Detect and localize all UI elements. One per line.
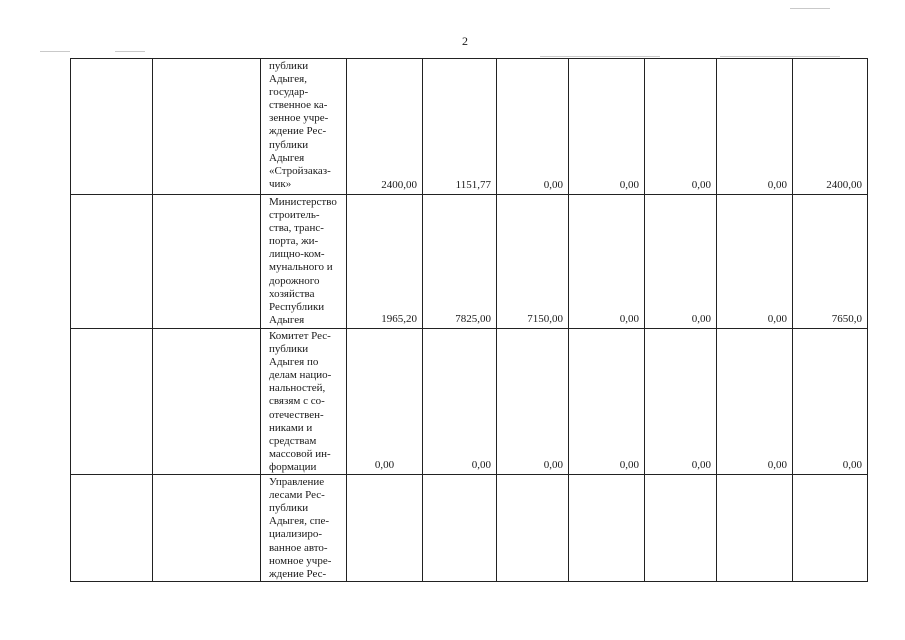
scan-artifact [40,51,70,52]
value-cell [717,475,793,582]
organization-name-line: номное учре- [269,554,332,567]
value-cell: 0,00 [717,59,793,195]
scan-artifact [540,56,660,57]
value-cell: 0,00 [569,59,645,195]
value-cell: 0,00 [645,195,717,329]
organization-name-line: отечествен- [269,408,324,421]
value-cell: 7825,00 [423,195,497,329]
organization-name-line: Комитет Рес- [269,330,331,342]
organization-name-line: Управление [269,476,325,489]
empty-cell [153,475,261,582]
organization-name-line: мунального и [269,261,333,274]
organization-name-line: публики [269,138,309,151]
value-cell: 0,00 [423,329,497,475]
value-cell: 7150,00 [497,195,569,329]
value-cell: 7650,0 [793,195,868,329]
organization-name-line: хозяйства [269,287,315,300]
organization-name-line: ства, транс- [269,222,324,235]
value-cell: 0,00 [497,329,569,475]
value-cell: 2400,00 [347,59,423,195]
organization-name-line: публики [269,502,309,515]
organization-name-line: государ- [269,86,309,99]
empty-cell [71,59,153,195]
organization-name-line: делам нацио- [269,369,332,382]
organization-name-line: «Стройзаказ- [269,164,331,177]
organization-name-line: средствам [269,434,317,447]
organization-name-line: ванное авто- [269,541,328,554]
organization-cell [261,475,347,582]
organization-cell [261,329,347,475]
value-cell: 1151,77 [423,59,497,195]
organization-name-line: ждение Рес- [269,567,327,580]
value-cell: 0,00 [793,329,868,475]
organization-name-line: Адыгея, спе- [269,515,330,528]
value-cell [423,475,497,582]
organization-name-line: лищно-ком- [269,248,325,261]
table-row [71,329,868,475]
value-cell: 0,00 [645,59,717,195]
organization-name-line: лесами Рес- [269,489,325,502]
value-cell [793,475,868,582]
scan-artifact [720,56,840,57]
empty-cell [71,475,153,582]
budget-table [70,58,868,582]
organization-name-line: дорожного [269,274,320,287]
organization-name-line: Адыгея [269,151,305,164]
empty-cell [153,195,261,329]
value-cell [347,475,423,582]
organization-name-line: строитель- [269,209,320,222]
value-cell: 0,00 [717,195,793,329]
table-row [71,59,868,195]
value-cell: 0,00 [645,329,717,475]
value-cell [645,475,717,582]
value-cell: 0,00 [347,329,423,475]
organization-name-line: ждение Рес- [269,125,327,138]
value-cell: 0,00 [569,329,645,475]
page-number: 2 [462,34,468,48]
organization-name-line: публики [269,60,309,72]
value-cell: 0,00 [717,329,793,475]
table-row [71,475,868,582]
value-cell: 0,00 [569,195,645,329]
scan-artifact [790,8,830,9]
empty-cell [153,59,261,195]
organization-name-line: публики [269,343,309,356]
organization-name-line: циализиро- [269,528,323,541]
value-cell: 1965,20 [347,195,423,329]
organization-name-line: никами и [269,421,313,434]
empty-cell [71,195,153,329]
empty-cell [71,329,153,475]
organization-name-line: нальностей, [269,382,326,395]
organization-name-line: Республики [269,300,325,313]
scan-artifact [115,51,145,52]
organization-name-line: связям с со- [269,395,325,408]
organization-name-line: ственное ка- [269,99,328,112]
organization-cell [261,59,347,195]
organization-name-line: порта, жи- [269,235,319,248]
value-cell: 2400,00 [793,59,868,195]
value-cell [497,475,569,582]
organization-name-line: формации [269,460,317,473]
organization-name-line: чик» [269,177,292,190]
value-cell: 0,00 [497,59,569,195]
organization-cell [261,195,347,329]
organization-name-line: Адыгея, [269,73,307,86]
value-cell [569,475,645,582]
organization-name-line: массовой ин- [269,447,331,460]
organization-name-line: зенное учре- [269,112,329,125]
organization-name-line: Адыгея по [269,356,319,369]
empty-cell [153,329,261,475]
table-row [71,195,868,329]
organization-name-line: Министерство [269,196,337,208]
organization-name-line: Адыгея [269,313,305,326]
